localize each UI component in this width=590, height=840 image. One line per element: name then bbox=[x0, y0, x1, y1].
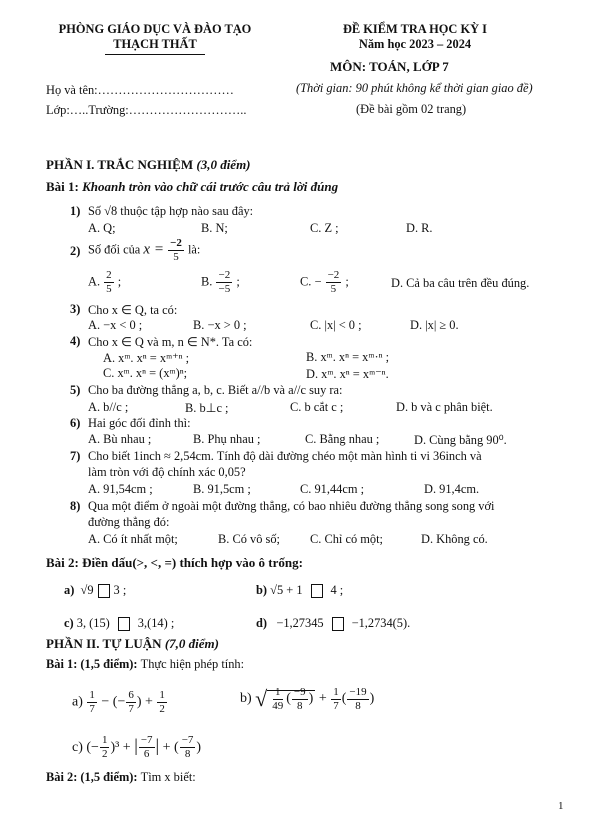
q7-text-line2: làm tròn với độ chính xác 0,05? bbox=[88, 465, 246, 479]
q8-option-d: D. Không có. bbox=[421, 532, 488, 546]
q2-option-b: B. $\frac{-2}{-5}$ ; bbox=[201, 269, 240, 295]
q8-option-b: B. Có vô số; bbox=[218, 532, 280, 546]
q3-option-c: C. |x| < 0 ; bbox=[310, 318, 362, 332]
q1-text: Số √8 thuộc tập hợp nào sau đây: bbox=[88, 204, 254, 218]
subject-title: MÔN: TOÁN, LỚP 7 bbox=[330, 59, 449, 74]
expression-c: c) (− $\frac{1}{2}$ )³ + | $\frac{-7}{6}$ | + ( $\frac{-7}{8}$ ) bbox=[72, 734, 202, 761]
q6-option-a: A. Bù nhau ; bbox=[88, 432, 152, 446]
q8-text-line2: đường thẳng đó: bbox=[88, 515, 170, 529]
q1-number: 1) bbox=[70, 204, 81, 218]
expression-a: a) $\frac{1}{7}$ − (− $\frac{6}{7}$ ) + $\frac{1}{2}$ bbox=[72, 689, 165, 715]
b2-item-b: b) √5 + 1 4 ; bbox=[256, 583, 344, 597]
q1-option-b: B. N; bbox=[201, 221, 228, 235]
page-number: 1 bbox=[558, 800, 564, 812]
q8-number: 8) bbox=[70, 499, 81, 513]
b2-d-answer-box[interactable] bbox=[332, 617, 344, 631]
q7-number: 7) bbox=[70, 449, 81, 463]
q7-option-b: B. 91,5cm ; bbox=[193, 482, 251, 496]
school-year: Năm học 2023 – 2024 bbox=[358, 37, 472, 51]
q4-option-c: C. xᵐ. xⁿ = (xᵐ)ⁿ; bbox=[103, 366, 188, 380]
name-line: Họ và tên:…………………………… bbox=[46, 83, 234, 97]
q6-text: Hai góc đối đỉnh thì: bbox=[88, 416, 191, 430]
time-note: (Thời gian: 90 phút không kể thời gian giao đề) bbox=[296, 81, 533, 95]
q5-option-d: D. b và c phân biệt. bbox=[396, 400, 493, 414]
department-name: PHÒNG GIÁO DỤC VÀ ĐÀO TẠO bbox=[58, 22, 252, 36]
q3-text: Cho x ∈ Q, ta có: bbox=[88, 303, 178, 317]
q5-option-c: C. b cắt c ; bbox=[290, 400, 344, 414]
q6-option-b: B. Phụ nhau ; bbox=[193, 432, 261, 446]
q3-option-a: A. −x < 0 ; bbox=[88, 318, 143, 332]
q7-option-a: A. 91,54cm ; bbox=[88, 482, 153, 496]
q4-text: Cho x ∈ Q và m, n ∈ N*. Ta có: bbox=[88, 335, 253, 349]
b2-b-answer-box[interactable] bbox=[311, 584, 323, 598]
q8-option-c: C. Chỉ có một; bbox=[310, 532, 383, 546]
q3-option-d: D. |x| ≥ 0. bbox=[410, 318, 459, 332]
part2-bai2-heading: Bài 2: (1,5 điểm): Tìm x biết: bbox=[46, 770, 196, 784]
q4-option-b: B. xᵐ. xⁿ = xᵐ·ⁿ ; bbox=[306, 350, 390, 364]
q3-option-b: B. −x > 0 ; bbox=[193, 318, 247, 332]
part1-bai1-heading: Bài 1: Khoanh tròn vào chữ cái trước câu trả lời đúng bbox=[46, 179, 339, 194]
q7-option-d: D. 91,4cm. bbox=[424, 482, 480, 496]
part2-heading: PHẦN II. TỰ LUẬN (7,0 điểm) bbox=[46, 636, 219, 651]
q2-option-c: C. − $\frac{-2}{5}$ ; bbox=[300, 269, 349, 295]
q4-option-a: A. xᵐ. xⁿ = xᵐ⁺ⁿ ; bbox=[103, 351, 190, 365]
q5-text: Cho ba đường thẳng a, b, c. Biết a//b và a//c suy ra: bbox=[88, 383, 343, 397]
b2-item-c: c) 3, (15) 3,(14) ; bbox=[64, 616, 175, 630]
part1-bai2-heading: Bài 2: Điền dấu(>, <, =) thích hợp vào ô trống: bbox=[46, 555, 303, 570]
b2-item-a: a) √9 3 ; bbox=[64, 583, 127, 597]
q1-option-c: C. Z ; bbox=[310, 221, 339, 235]
b2-c-answer-box[interactable] bbox=[118, 617, 130, 631]
q5-number: 5) bbox=[70, 383, 81, 397]
q3-number: 3) bbox=[70, 302, 81, 316]
q2-text: Số đối của x = $\frac{-2}{5}$ là: bbox=[88, 237, 201, 263]
header-underline bbox=[105, 54, 205, 55]
q5-option-a: A. b//c ; bbox=[88, 400, 129, 414]
q8-option-a: A. Có ít nhất một; bbox=[88, 532, 178, 546]
q1-option-d: D. R. bbox=[406, 221, 433, 235]
q1-option-a: A. Q; bbox=[88, 221, 116, 235]
q6-option-c: C. Bằng nhau ; bbox=[305, 432, 380, 446]
q7-text-line1: Cho biết 1inch ≈ 2,54cm. Tính độ dài đường chéo một màn hình ti vi 36inch và bbox=[88, 449, 482, 463]
q2-option-d: D. Cả ba câu trên đều đúng. bbox=[391, 276, 530, 290]
b2-a-answer-box[interactable] bbox=[98, 584, 110, 598]
q2-number: 2) bbox=[70, 244, 81, 258]
q8-text-line1: Qua một điểm ở ngoài một đường thẳng, có bao nhiêu đường thẳng song song với bbox=[88, 499, 495, 513]
q5-option-b: B. b⊥c ; bbox=[185, 401, 229, 415]
q4-number: 4) bbox=[70, 334, 81, 348]
q6-option-d: D. Cùng bằng 90⁰. bbox=[414, 433, 507, 447]
district-name: THẠCH THẤT bbox=[113, 37, 197, 51]
part1-heading: PHẦN I. TRẮC NGHIỆM (3,0 điểm) bbox=[46, 157, 251, 172]
q4-option-d: D. xᵐ. xⁿ = xᵐ⁻ⁿ. bbox=[306, 367, 389, 381]
expression-b: b) √ $\frac{1}{49}$ ( $\frac{-9}{8}$ ) + $\frac{1}{7}$ ( $\frac{-19}{8}$ ) bbox=[240, 685, 375, 712]
class-line: Lớp:…..Trường:……………………….. bbox=[46, 103, 247, 117]
q7-option-c: C. 91,44cm ; bbox=[300, 482, 365, 496]
part2-bai1-heading: Bài 1: (1,5 điểm): Thực hiện phép tính: bbox=[46, 657, 245, 671]
q6-number: 6) bbox=[70, 416, 81, 430]
exam-title: ĐỀ KIỂM TRA HỌC KỲ I bbox=[342, 22, 487, 36]
q2-option-a: A. $\frac{2}{5}$ ; bbox=[88, 269, 122, 295]
pages-note: (Đề bài gồm 02 trang) bbox=[356, 102, 467, 116]
b2-item-d: d) −1,27345 −1,2734(5). bbox=[256, 616, 411, 630]
